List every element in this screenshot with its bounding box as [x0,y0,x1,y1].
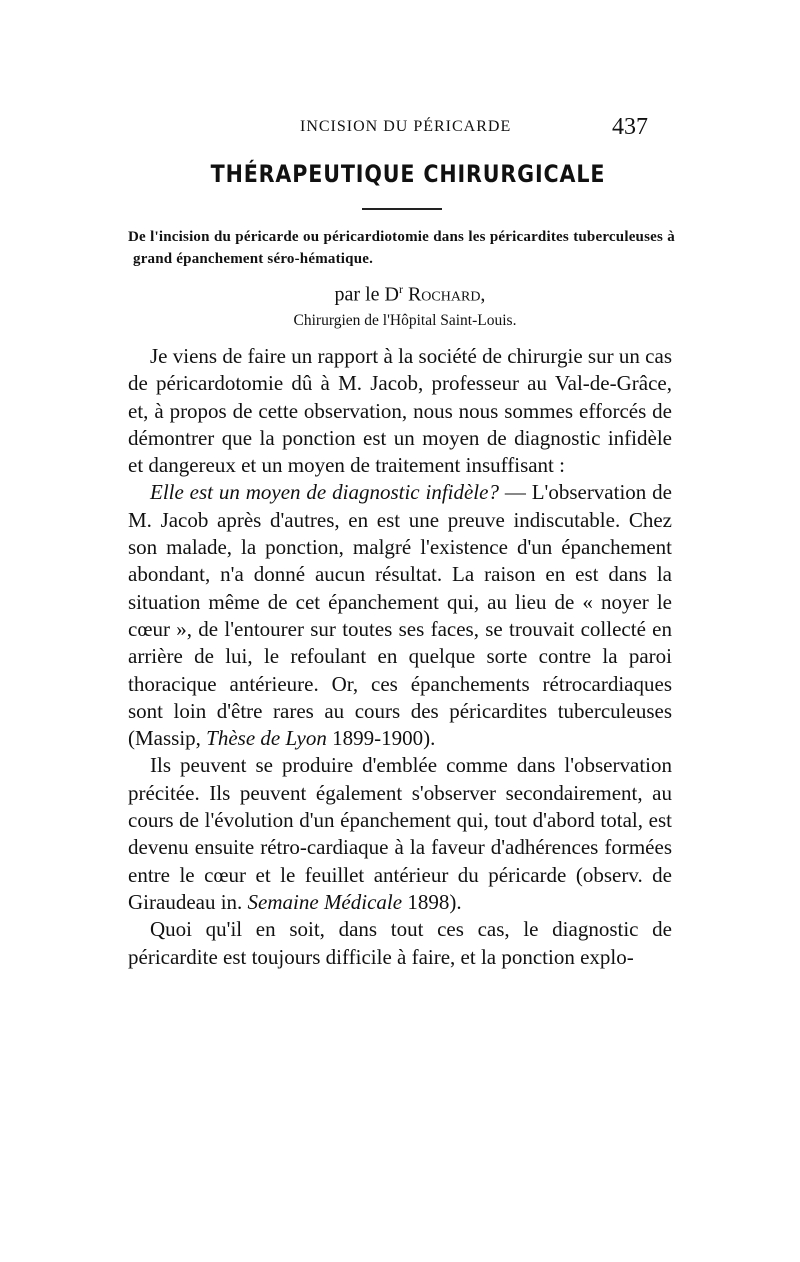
byline-superscript: r [398,282,403,296]
body-text [128,343,672,971]
paragraph-2-text-a: — L'observation de M. Jacob après d'autres, en est une preuve indiscutable. Chez son malade, la ponction, malgré l'existence d'un épanchement abondant, n'a donné aucun résultat. La raison en est dans la situation même de cet épanchement qui, au lieu de « noyer le cœur », de l'entourer sur toutes ses faces, se trouvait collecté en arrière de lui, le refoulant en quelque sorte contre la paroi thoracique antérieure. Or, ces épanchements rétrocardiaques sont loin d'être rares au cours des péricardites tuberculeuses (Massip, [128,480,672,751]
paragraph-3 [128,752,672,916]
paragraph-2-question: Elle est un moyen de diagnostic infidèle? [150,480,499,505]
byline-prefix: par le D [334,283,399,306]
paragraph-1: Je viens de faire un rapport à la société de chirurgie sur un cas de péricardotomie dû à M. Jacob, professeur au Val-de-Grâce, et, à propos de cette observation, nous nous sommes efforcés de démontrer que la ponction est un moyen de diagnostic infidèle et dangereux et un moyen de traitement insuffisant : [128,344,672,478]
affiliation: Chirurgien de l'Hôpital Saint-Louis. [293,312,517,329]
article-title: De l'incision du péricarde ou péricardiotomie dans les péricardites tuberculeuses à grand épanchement séro-hématique. [128,229,675,267]
paragraph-4: Quoi qu'il en soit, dans tout ces cas, le diagnostic de péricardite est toujours difficile à faire, et la ponction explo- [128,917,672,969]
paragraph-2 [128,479,672,752]
citation-semaine: Semaine Médicale [247,889,403,914]
running-title: INCISION DU PÉRICARDE [300,118,512,135]
paragraph-2-text-b: 1899-1900). [326,726,436,751]
section-title: THÉRAPEUTIQUE CHIRURGICALE [210,160,606,188]
author-name: Rochard, [407,283,486,306]
page-number: 437 [612,114,648,140]
paragraph-3-text-a: Ils peuvent se produire d'emblée comme dans l'observation précitée. Ils peuvent également s'observer secondairement, au cours de l'évolution d'un épanchement qui, tout d'abord total, est devenu ensuite rétro-cardiaque à la faveur d'adhérences formées entre le cœur et le feuillet antérieur du péricarde (observ. de Giraudeau in. [128,753,672,914]
citation-these: Thèse de Lyon [206,726,327,751]
running-head [0,114,800,140]
byline [0,282,800,307]
paragraph-3-text-b: 1898). [402,889,462,914]
title-rule [362,208,442,210]
